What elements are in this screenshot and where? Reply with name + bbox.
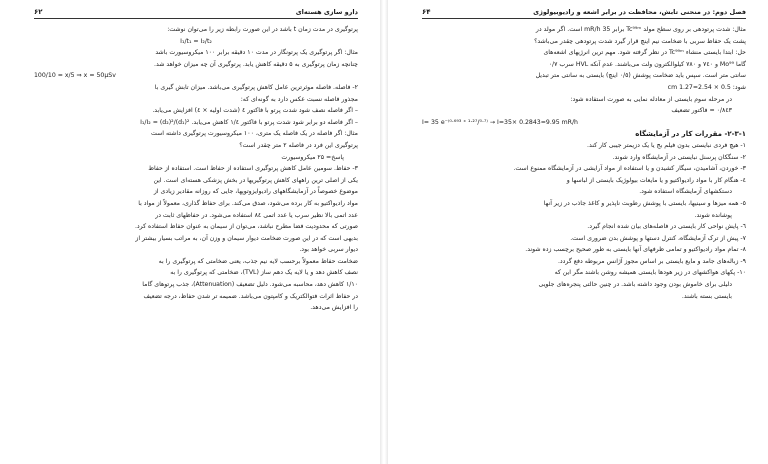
paragraph: ۲- فاصله. فاصله موثرترین عامل کاهش پرتوگیری می‌باشد. میزان تابش گیری با xyxy=(154,83,358,91)
list-item: ٥- همه میزها و سینیها، بایستی با پوشش رطوبت ناپذیر و کاغذ جاذب در زیر آنها xyxy=(543,199,746,207)
list-item: دستکشهای آزمایشگاه استفاده شود. xyxy=(639,188,732,196)
list-item: ٦- پایش نواحی کار بایستی در فاصله‌های بیان شده انجام گیرد. xyxy=(587,223,746,231)
paragraph: ٠/٨٤٣ = فاکتور تضعیف xyxy=(671,107,732,115)
paragraph: بدیهی است که در این صورت ضخامت دیوار سیمان و وزن آن، به مراتب بسیار بیشتر از xyxy=(135,234,358,242)
left-page-header xyxy=(34,8,358,19)
paragraph: – اگر فاصله نصف شود شدت پرتو با فاکتور ٤ (شدت اولیه × ٤) افزایش می‌یابد. xyxy=(152,107,358,115)
paragraph: صورتی که محدودیت فضا مطرح نباشد، می‌توان از سیمان به عنوان حفاظ استفاده کرد. xyxy=(134,223,358,231)
paragraph: ۱/۱۰ کاهش دهد، محاسبه می‌شود. دلیل تضعیف (Attenuation)، جذب پرتوهای گاما xyxy=(142,281,358,289)
right-page-body xyxy=(422,25,746,302)
paragraph: پرتوگیری در مدت زمان t باشد در این صورت رابطه زیر را می‌توان نوشت: xyxy=(167,26,358,33)
formula: 100/10 = x/5 ⇒ x = 50µSv xyxy=(34,72,116,80)
list-item: ۱- هیچ فردی نبایستی بدون فیلم بج یا یک دزیمتر جیبی کار کند. xyxy=(587,141,746,149)
paragraph: پشت یک حفاظ سربی با ضخامت نیم اینچ قرار گیرد شدت پرتودهی چقدر می‌باشد؟ xyxy=(534,37,746,45)
paragraph: مجذور فاصله نسبت عکس دارد به گونه‌ای که: xyxy=(240,95,358,103)
paragraph: یکی از اصلی ترین راههای کاهش پرتوگیریها در بخش پزشکی هسته‌ای است. این xyxy=(153,176,358,184)
section-heading: ۲-۳-۱- مقررات کار در آزمایشگاه xyxy=(635,130,746,139)
paragraph: پرتوگیری این فرد در فاصله ۲ متر چقدر است؟ xyxy=(239,141,358,149)
right-page xyxy=(388,0,768,464)
list-item: ۳- خوردن، آشامیدن، سیگار کشیدن و یا استفاده از مواد آرایشی در آزمایشگاه ممنوع است. xyxy=(513,165,746,173)
paragraph: موضوع خصوصاً در آزمایشگاههای رادیوایزوتوپها، جایی که روزانه مقادیر زیادی از xyxy=(153,188,358,196)
list-item: دلیلی برای خاموش بودن وجود داشته باشد. در چنین حالتی پنجره‌های جلویی xyxy=(538,281,732,289)
right-page-number: ۶۴ xyxy=(422,8,431,16)
paragraph: در مرحله سوم بایستی از معادله نمایی به صورت استفاده شود: xyxy=(570,95,732,103)
paragraph: شود: 0.5 × 2.54=1.27 cm xyxy=(667,83,746,91)
formula: I₁/t₁ = I₂/t₂ xyxy=(180,37,212,45)
list-item: ۲- سنگکان پرسنل نبایستی در آزمایشگاه وارد شوند. xyxy=(612,153,746,161)
paragraph: حل: ابتدا بایستی منشاء Tc⁹⁹ᵐ در نظر گرفته شود. مهم ترین انرژیهای اشعه‌های xyxy=(543,49,746,57)
paragraph: مواد رادیواکتیو به کار برده می‌شود، صدق می‌کند. برای حفاظ گذاری، معمولاً از مواد با xyxy=(138,199,358,207)
paragraph: نصف کاهش دهد و یا لایه یک دهم ساز (TVL)، ضخامتی که پرتوگیری را به xyxy=(170,269,358,277)
right-header-title: فصل دوم: در منحنی تابش، محافظت در برابر اشعه و رادیوبیولوژی xyxy=(533,8,746,16)
paragraph: عدد اتمی بالا نظیر سرب یا عدد اتمی ٨٤ استفاده می‌شود. در حفاظهای ثابت در xyxy=(155,211,358,219)
paragraph: ضخامت حفاظ معمولاً برحسب لایه نیم جذب، یعنی ضخامتی که پرتوگیری را به xyxy=(158,257,358,265)
paragraph: مثال: شدت پرتودهی بر روی سطح مولد Tc⁹⁹ᵐ برابر 35 mR/h است. اگر مولد در xyxy=(535,26,746,33)
paragraph: چنانچه زمان پرتوگیری به ۵ دقیقه کاهش یابد. پرتوگیری آن چه میزان خواهد شد. xyxy=(154,60,358,68)
list-item: ٨- تمام مواد رادیواکتیو و تمامی ظرفهای آنها بایستی به طور صحیح برچسب زده شوند. xyxy=(525,246,746,254)
paragraph: سانتی متر است. سپس باید ضخامت پوشش (٠/٥ اینچ) بایستی به سانتی متر تبدیل xyxy=(535,72,746,80)
left-page xyxy=(0,0,380,464)
formula: I= 35 e⁻⁽⁰·⁶⁹³ ˣ ¹·²⁷/⁰·⁷⁾ → I=35× 0.2843=9.95 mR/h xyxy=(422,118,578,126)
paragraph: گاما Mo⁹⁹ و ٧٤٠ و ٧٨٠ کیلوالکترون ولت می‌باشند. عدم آنکه HVL سرب ٠/٧ xyxy=(548,60,746,68)
paragraph: ۳- حفاظ. سومین عامل کاهش پرتوگیری استفاده از حفاظ است. استفاده از حفاظ xyxy=(148,165,358,173)
left-header-title: دارو سازی هسته‌ای xyxy=(295,8,358,16)
list-item: ٤- هنگام کار با مواد رادیواکتیو و یا مایعات بیولوژیک بایستی از لباسها و xyxy=(566,176,746,184)
paragraph: – اگر فاصله دو برابر شود شدت پرتو با فاکتور ١/٤ کاهش می‌یابد. I₁/I₂ = (d₂)²/(d₁)² xyxy=(140,118,358,126)
book-gutter xyxy=(380,0,388,464)
paragraph: پاسخ= ۲۵ میکروسیورت xyxy=(281,153,344,161)
left-page-body xyxy=(34,25,358,314)
paragraph: مثال: اگر پرتوگیری یک پرتونگار در مدت ۱۰ دقیقه برابر ۱۰۰ میکروسیورت باشد xyxy=(155,49,358,57)
right-page-header xyxy=(422,8,746,19)
list-item: ٧- پیش از ترک آزمایشگاه، کنترل دستها و پوشش بدن ضروری است. xyxy=(570,234,746,242)
list-item: بایستی بسته باشند. xyxy=(681,292,732,300)
list-item: ١٠- پکهای هواکشهای در زیر هودها بایستی همیشه روشن باشند مگر این که xyxy=(554,269,746,277)
paragraph: را افزایش می‌دهد. xyxy=(310,304,358,312)
paragraph: در حفاظ اثرات فتوالکتریک و کامپتون می‌باشد. ضمیمه تر شدن حفاظ، درجه تضعیف xyxy=(143,292,358,300)
list-item: پوشانده شوند. xyxy=(694,211,732,219)
list-item: ٩- زباله‌های جامد و مایع بایستی بر اساس مجوز آژانس مربوطه دفع گردد. xyxy=(557,257,746,265)
left-page-number: ۶۲ xyxy=(34,8,43,16)
paragraph: دیوار سربی خواهد بود. xyxy=(299,246,358,254)
paragraph: مثال: اگر فاصله در یک فاصله یک متری، ۱۰۰ میکروسیورت پرتوگیری داشته است xyxy=(151,130,358,138)
